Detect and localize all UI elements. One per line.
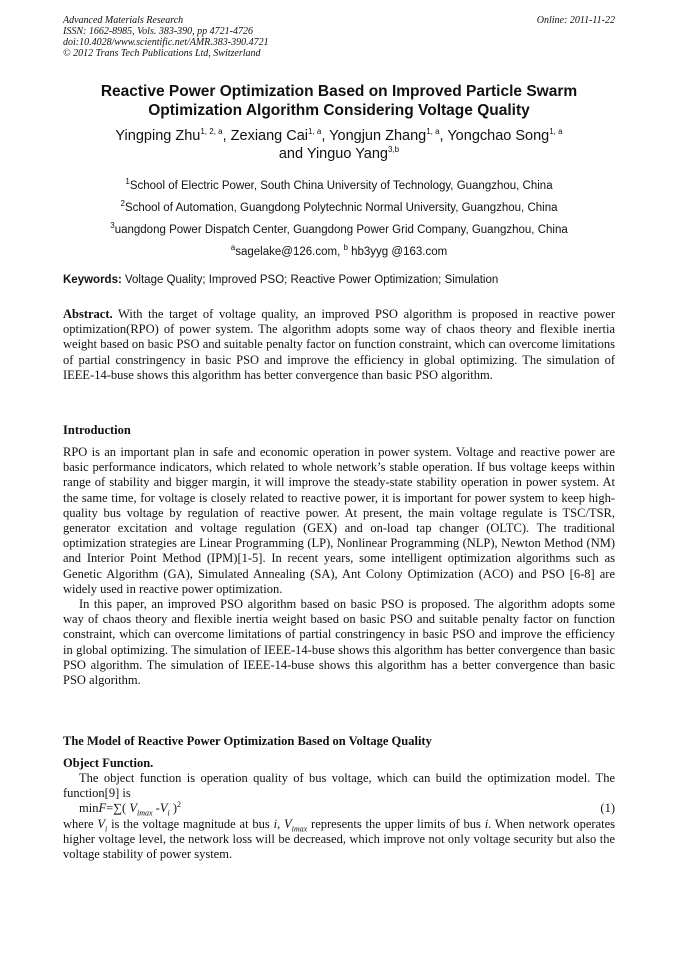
affiliation-mark: 3 [110,221,115,231]
journal-name: Advanced Materials Research [63,15,184,26]
email-mark: a [230,243,236,253]
equation-number: (1) [600,801,615,816]
affiliation-mark: 2 [120,199,125,209]
affiliation-mark: 1 [125,177,130,187]
introduction-heading [63,423,615,438]
author-affil-mark: 1, 2, a [200,127,223,137]
author-affil-mark: 3,b [388,145,400,155]
model-heading [63,734,615,749]
author-affil-mark: 1, a [549,127,563,137]
intro-paragraph-2: In this paper, an improved PSO algorithm based on basic PSO is proposed. The algorithm adopts some way of chaos theory and flexible inertia weight based on basic PSO and suitable penalty factor on function constraint, which can overcome limitations of partial constringency in basic PSO and improve the efficiency in global optimizing. The simulation of IEEE-14-buse shows this algorithm has better convergence than basic PSO algorithm. The simulation of IEEE-14-buse shows this algorithm has a better convergence than basic PSO algorithm. [63,597,615,688]
abstract [63,307,615,383]
affiliations [63,175,615,263]
title-line-2: Optimization Algorithm Considering Voltage Quality [148,102,530,119]
authors-line-2 [63,145,615,163]
author-separator: , [222,128,231,144]
intro-paragraph-1: RPO is an important plan in safe and economic operation in power system. Voltage and reactive power are basic performance indicators, which related to whole network’s stable operation. If bus voltage keeps within range of stability and bigger margin, it will improve the steady-state stability operation in power system. At the same time, for voltage is closely related to reactive power, it is important for power system to keep high-quality bus voltage by regulation of reactive power. At present, the main voltage regulate is TSC/TSR, generator excitation and voltage regulation (GEX) and on-load tap changer (OLTC). The traditional optimization strategies are Linear Programming (LP), Nonlinear Programming (NLP), Newton Method (NM) and Interior Point Method (IPM)[1-5]. In recent years, some intelligent optimization algorithms such as Genetic Algorithm (GA), Simulated Annealing (SA), Ant Colony Optimization (ACO) and PSO [6-8] are widely used in reactive power optimization. [63,445,615,596]
author-separator: , [439,128,448,144]
affiliation-line [63,175,615,197]
issn-line: ISSN: 1662-8985, Vols. 383-390, pp 4721-4726 [63,26,253,37]
affiliation-text: School of Automation, Guangdong Polytechnic Normal University, Guangzhou, China [124,202,558,214]
author-and: and [278,146,307,162]
subsection-heading: Object Function. [63,756,154,770]
equation-1 [63,801,615,816]
online-date: Online: 2011-11-22 [536,15,615,26]
abstract-label: Abstract. [63,307,113,321]
copyright-line: © 2012 Trans Tech Publications Ltd, Switzerland [63,48,261,59]
author-name: Yongchao Song [447,128,550,144]
equation-expression: minF=∑( $V_{imax}$ $-V_i$ )$^2$ [79,800,182,818]
affiliation-line [63,219,615,241]
object-function-body [63,771,615,862]
doi-line: doi:10.4028/www.scientific.net/AMR.383-390.4721 [63,37,269,48]
paper-title [63,82,615,120]
email-text: hb3yyg @163.com [347,246,448,258]
author-affil-mark: 1, a [426,127,440,137]
object-function-paragraph: The object function is operation quality of bus voltage, which can build the optimization model. The function[9] is [63,771,615,801]
keywords-label: Keywords: [63,274,122,286]
author-affil-mark: 1, a [308,127,322,137]
authors-line-1 [63,127,615,145]
affiliation-line [63,197,615,219]
affiliation-text: School of Electric Power, South China University of Technology, Guangzhou, China [129,180,553,192]
email-mark: b [343,243,348,253]
abstract-text: With the target of voltage quality, an improved PSO algorithm is proposed in reactive power optimization(RPO) of power system. The algorithm adopts some way of chaos theory and flexible inertia weight based on basic PSO and suitable penalty factor on function constraint, which can overcome limitations of partial constringency in basic PSO and improve the efficiency in global optimizing. The simulation of IEEE-14-buse shows this algorithm has better convergence than basic PSO algorithm. [63,307,615,382]
author-name: Yingping Zhu [115,128,201,144]
email-line [63,241,615,263]
author-name: Yinguo Yang [306,146,388,162]
affiliation-text: uangdong Power Dispatch Center, Guangdong Power Grid Company, Guangzhou, China [114,224,568,236]
author-list [63,127,615,163]
object-function-heading [63,756,615,771]
author-separator: , [321,128,330,144]
author-name: Zexiang Cai [230,128,309,144]
author-name: Yongjun Zhang [329,128,427,144]
title-line-1: Reactive Power Optimization Based on Improved Particle Swarm [100,83,578,100]
section-heading: Introduction [63,423,131,437]
variable-definition-paragraph: where $V_i$ is the voltage magnitude at bus i, $V_{imax}$ represents the upper limits of bus i. When network operates higher voltage level, the network loss will be decreased, which improve not only voltage security but also the voltage stability of power system. [63,816,615,861]
section-heading: The Model of Reactive Power Optimization Based on Voltage Quality [63,734,432,748]
introduction-body [63,445,615,688]
email-text: sagelake@126.com, [235,246,344,258]
journal-header [63,15,615,59]
keywords [63,273,615,287]
keywords-text: Voltage Quality; Improved PSO; Reactive Power Optimization; Simulation [121,274,499,286]
